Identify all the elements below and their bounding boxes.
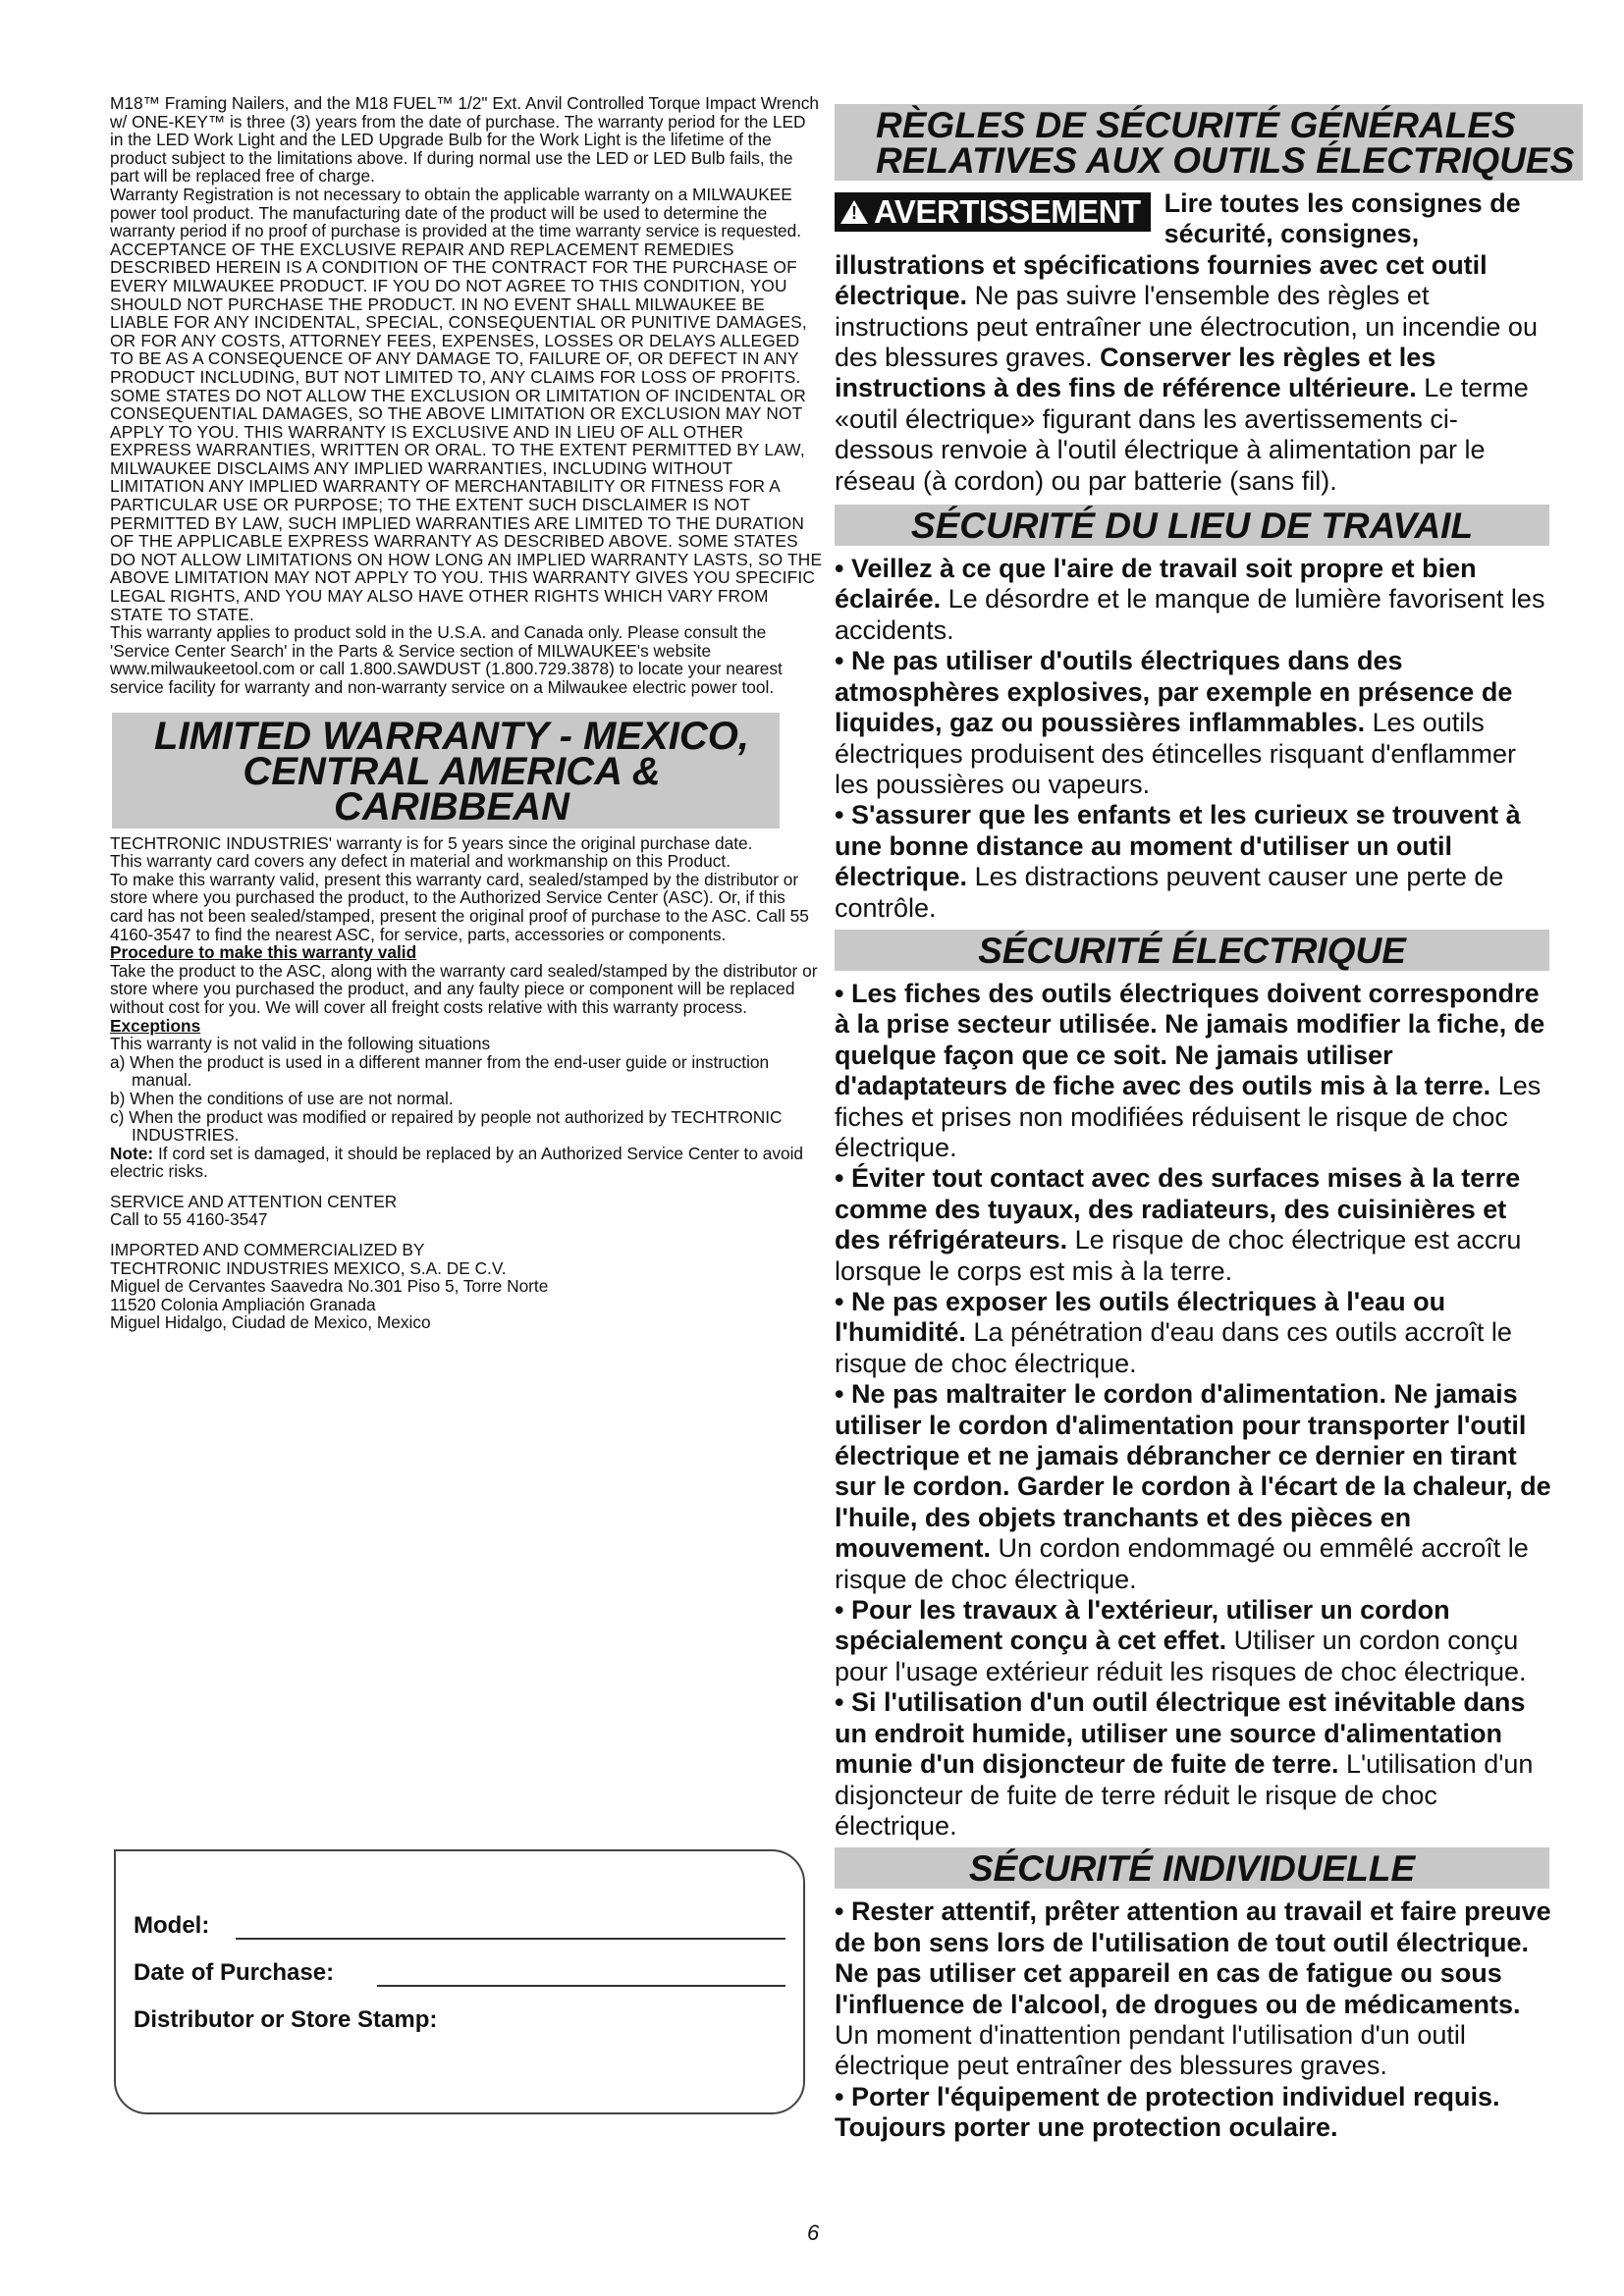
right-column: [835, 100, 1575, 2144]
procedure-text: Take the product to the ASC, along with the warranty card sealed/stamped by the distributor or store where you purchased the product, and any faulty piece or component will be replaced without cost for you. We will cover all freight costs relative with this warranty process.: [110, 960, 818, 1017]
list-item: • Veillez à ce que l'aire de travail soit propre et bien éclairée. Le désordre et le manque de lumière favorisent les accidents.: [835, 554, 1545, 645]
service-center-title: SERVICE AND ATTENTION CENTER: [110, 1191, 398, 1211]
list-item: • Rester attentif, prêter attention au travail et faire preuve de bon sens lors de l'utilisation de tout outil électrique. Ne pas utiliser cet appareil en cas de fatigue ou sous l'influence de l'alcool, de drogues ou de médicaments. Un moment d'inattention pendant l'utilisation d'un outil électrique peut entraîner des blessures graves.: [835, 1896, 1551, 2081]
importer-name: TECHTRONIC INDUSTRIES MEXICO, S.A. DE C.V.: [110, 1257, 507, 1278]
general-warning: ! AVERTISSEMENT Lire toutes les consignes de sécurité, consignes, illustrations et spécifications fournies avec cet outil électrique. Ne pas suivre l'ensemble des règles et instructions peut entraîner une électrocution, un incendie ou des blessures graves. Conserver les règles et les instructions à des fins de référence ultérieure. Le terme «outil électrique» figurant dans les avertissements ci-dessous renvoie à l'outil électrique à alimentation par le réseau (à cordon) ou par batterie (sans fil).: [835, 188, 1538, 496]
heading-workplace-safety: SÉCURITÉ DU LIEU DE TRAVAIL: [835, 505, 1549, 546]
warranty-disclaimer: ACCEPTANCE OF THE EXCLUSIVE REPAIR AND REPLACEMENT REMEDIES DESCRIBED HEREIN IS A CONDITION OF THE CONTRACT FOR THE PURCHASE OF EVERY MILWAUKEE PRODUCT. IF YOU DO NOT AGREE TO THIS CONDITION, YOU SHOULD NOT PURCHASE THE PRODUCT. IN NO EVENT SHALL MILWAUKEE BE LIABLE FOR ANY INCIDENTAL, SPECIAL, CONSEQUENTIAL OR PUNITIVE DAMAGES, OR FOR ANY COSTS, ATTORNEY FEES, EXPENSES, LOSSES OR DELAYS ALLEGED TO BE AS A CONSEQUENCE OF ANY DAMAGE TO, FAILURE OF, OR DEFECT IN ANY PRODUCT INCLUDING, BUT NOT LIMITED TO, ANY CLAIMS FOR LOSS OF PROFITS. SOME STATES DO NOT ALLOW THE EXCLUSION OR LIMITATION OF INCIDENTAL OR CONSEQUENTIAL DAMAGES, SO THE ABOVE LIMITATION OR EXCLUSION MAY NOT APPLY TO YOU. THIS WARRANTY IS EXCLUSIVE AND IN LIEU OF ALL OTHER EXPRESS WARRANTIES, WRITTEN OR ORAL. TO THE EXTENT PERMITTED BY LAW, MILWAUKEE DISCLAIMS ANY IMPLIED WARRANTIES, INCLUDING WITHOUT LIMITATION ANY IMPLIED WARRANTY OF MERCHANTABILITY OR FITNESS FOR A PARTICULAR USE OR PURPOSE; TO THE EXTENT SUCH DISCLAIMER IS NOT PERMITTED BY LAW, SUCH IMPLIED WARRANTIES ARE LIMITED TO THE DURATION OF THE APPLICABLE EXPRESS WARRANTY AS DESCRIBED ABOVE. SOME STATES DO NOT ALLOW LIMITATIONS ON HOW LONG AN IMPLIED WARRANTY LASTS, SO THE ABOVE LIMITATION MAY NOT APPLY TO YOU. THIS WARRANTY GIVES YOU SPECIFIC LEGAL RIGHTS, AND YOU MAY ALSO HAVE OTHER RIGHTS WHICH VARY FROM STATE TO STATE.: [110, 239, 823, 624]
list-item: • Les fiches des outils électriques doivent correspondre à la prise secteur utilisée. Ne jamais modifier la fiche, de quelque façon que ce soit. Ne jamais utiliser d'adaptateurs de fiche avec des outils mis à la terre. Les fiches et prises non modifiées réduisent le risque de choc électrique.: [835, 978, 1545, 1162]
list-item: • Ne pas utiliser d'outils électriques dans des atmosphères explosives, par exemple en présence de liquides, gaz ou poussières inflammables. Les outils électriques produisent des étincelles risquant d'enflammer les poussières ou vapeurs.: [835, 646, 1517, 799]
list-item: • Ne pas exposer les outils électriques à l'eau ou l'humidité. La pénétration d'eau dans ces outils accroît le risque de choc électrique.: [835, 1287, 1512, 1378]
date-of-purchase-label: Date of Purchase:: [134, 1959, 335, 1986]
exceptions-intro: This warranty is not valid in the following situations: [110, 1034, 491, 1054]
service-center-phone: Call to 55 4160-3547: [110, 1209, 268, 1230]
list-item: • Si l'utilisation d'un outil électrique est inévitable dans un endroit humide, utiliser une source d'alimentation munie d'un disjoncteur de fuite de terre. L'utilisation d'un disjoncteur de fuite de terre réduit le risque de choc électrique.: [835, 1687, 1534, 1841]
list-item: • Porter l'équipement de protection individuel requis. Toujours porter une protection oculaire.: [835, 2081, 1500, 2143]
heading-general-safety: RÈGLES DE SÉCURITÉ GÉNÉRALES RELATIVES AUX OUTILS ÉLECTRIQUES: [835, 104, 1583, 181]
exception-c: c) When the product was modified or repaired by people not authorized by TECHTRONIC INDUSTRIES.: [110, 1106, 783, 1146]
heading-electrical-safety: SÉCURITÉ ÉLECTRIQUE: [835, 930, 1549, 971]
exception-a: a) When the product is used in a different manner from the end-user guide or instruction manual.: [110, 1051, 770, 1091]
warranty-usa-canada: This warranty applies to product sold in the U.S.A. and Canada only. Please consult the 'Service Center Search' in the Parts & Service section of MILWAUKEE's website www.milwaukeetool.com or call 1.800.SAWDUST (1.800.729.3878) to locate your nearest service facility for warranty and non-warranty service on a Milwaukee electric power tool.: [110, 622, 783, 697]
list-item: • Éviter tout contact avec des surfaces mises à la terre comme des tuyaux, des radiateurs, des cuisinières et des réfrigérateurs. Le risque de choc électrique est accru lorsque le corps est mis à la terre.: [835, 1163, 1522, 1286]
exceptions-heading: Exceptions: [110, 1015, 201, 1036]
model-field[interactable]: [236, 1938, 785, 1940]
procedure-heading: Procedure to make this warranty valid: [110, 942, 417, 963]
stamp-label: Distributor or Store Stamp:: [134, 2006, 438, 2033]
exception-b: b) When the conditions of use are not normal.: [110, 1088, 454, 1108]
heading-limited-warranty-mexico: LIMITED WARRANTY - MEXICO, CENTRAL AMERICA & CARIBBEAN: [112, 713, 780, 828]
list-item: • S'assurer que les enfants et les curieux se trouvent à une bonne distance au moment d'utiliser un outil électrique. Les distractions peuvent causer une perte de contrôle.: [835, 800, 1521, 923]
importer-city: Miguel Hidalgo, Ciudad de Mexico, Mexico: [110, 1312, 431, 1333]
list-item: • Pour les travaux à l'extérieur, utiliser un cordon spécialement conçu à cet effet. Utiliser un cordon conçu pour l'usage extérieur réduit les risques de choc électrique.: [835, 1595, 1527, 1686]
warning-badge: ! AVERTISSEMENT: [835, 192, 1151, 232]
importer-street: Miguel de Cervantes Saavedra No.301 Piso 5, Torre Norte: [110, 1276, 549, 1297]
heading-personal-safety: SÉCURITÉ INDIVIDUELLE: [835, 1847, 1549, 1889]
warning-triangle-icon: !: [840, 200, 868, 224]
list-item: • Ne pas maltraiter le cordon d'alimentation. Ne jamais utiliser le cordon d'alimentation pour transporter l'outil électrique et ne jamais débrancher ce dernier en tirant sur le cordon. Garder le cordon à l'écart de la chaleur, de l'huile, des objets tranchants et des pièces en mouvement. Un cordon endommagé ou emmêlé accroît le risque de choc électrique.: [835, 1379, 1551, 1594]
mexico-warranty-validity: To make this warranty valid, present this warranty card, sealed/stamped by the distributor or store where you purchased the product, to the Authorized Service Center (ASC). Or, if this card has not been sealed/stamped, present the original proof of purchase to the ASC. Call 55 4160-3547 to find the nearest ASC, for service, parts, accessories or components.: [110, 869, 809, 944]
warranty-intro: M18™ Framing Nailers, and the M18 FUEL™ 1/2" Ext. Anvil Controlled Torque Impact Wrench w/ ONE-KEY™ is three (3) years from the date of purchase. The warranty period for the LED in the LED Work Light and the LED Upgrade Bulb for the Work Light is the lifetime of the product subject to the limitations above. If during normal use the LED or LED Bulb fails, the part will be replaced free of charge.: [110, 93, 820, 187]
left-column: [110, 94, 823, 1332]
mexico-warranty-period: TECHTRONIC INDUSTRIES' warranty is for 5 years since the original purchase date.: [110, 832, 753, 853]
importer-title: IMPORTED AND COMMERCIALIZED BY: [110, 1240, 425, 1260]
model-label: Model:: [134, 1912, 210, 1939]
page-number: 6: [807, 2220, 820, 2245]
importer-colonia: 11520 Colonia Ampliación Granada: [110, 1294, 376, 1314]
mexico-warranty-coverage: This warranty card covers any defect in material and workmanship on this Product.: [110, 851, 731, 872]
date-of-purchase-field[interactable]: [377, 1985, 785, 1987]
note: Note: If cord set is damaged, it should be replaced by an Authorized Service Center to avoid electric risks.: [110, 1143, 804, 1182]
warranty-registration: Warranty Registration is not necessary to obtain the applicable warranty on a MILWAUKEE power tool product. The manufacturing date of the product will be used to determine the warranty period if no proof of purchase is provided at the time warranty service is requested.: [110, 184, 802, 241]
